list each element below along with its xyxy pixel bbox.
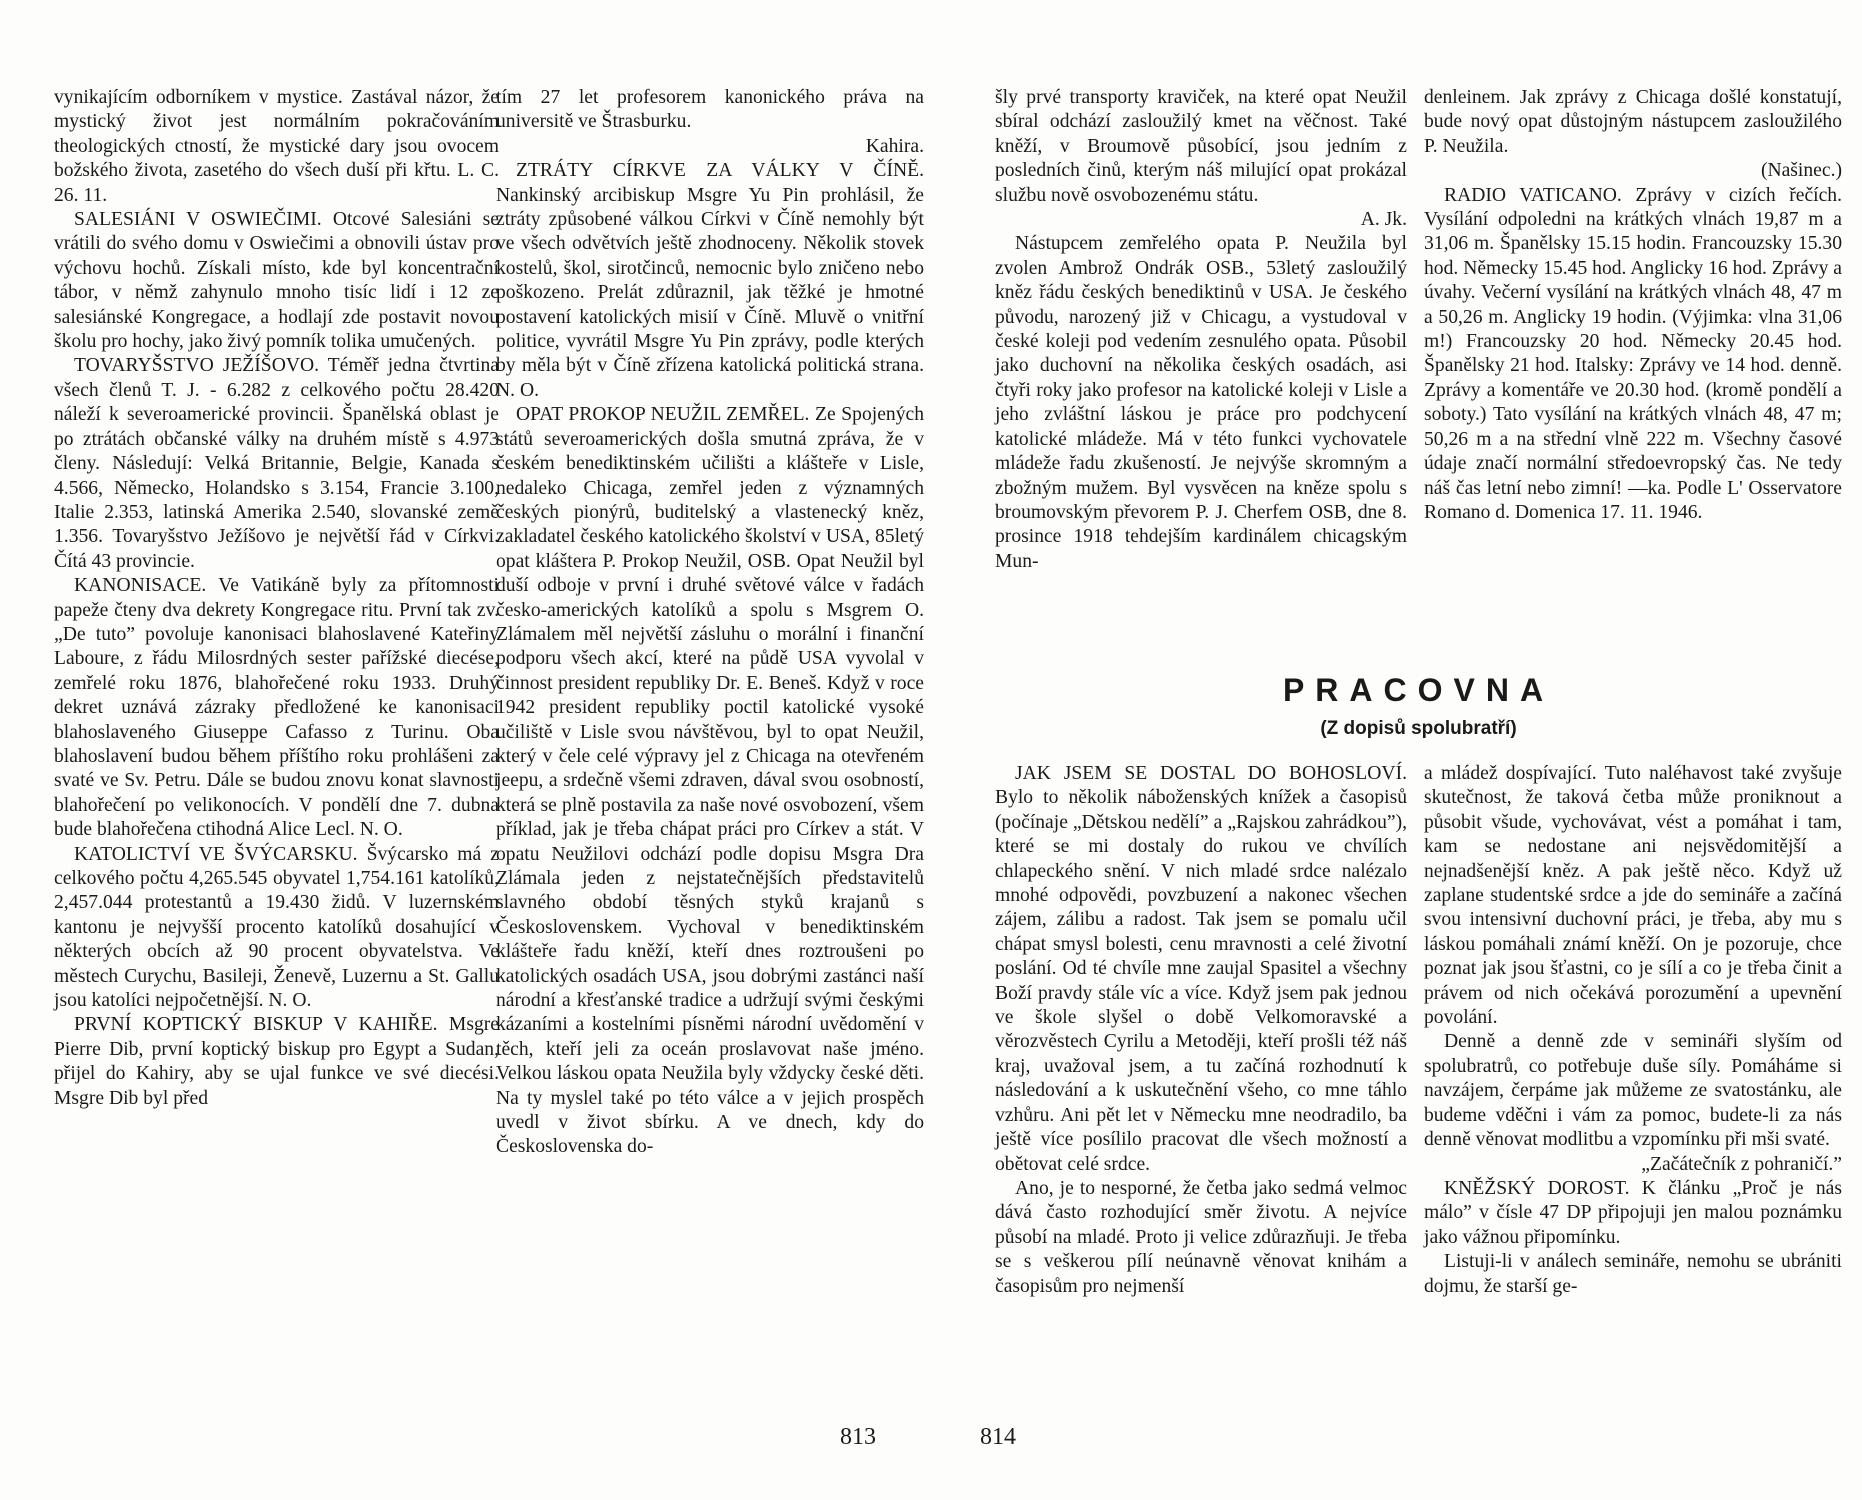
paragraph: PRVNÍ KOPTICKÝ BISKUP V KAHIŘE. Msgre Pierre Dib, první koptický biskup pro Egypt a Sudan, přijel do Kahiry, aby se ujal funkce ve své diecési. Msgre Dib byl před — [54, 1014, 499, 1109]
paragraph: tím 27 let profesorem kanonického práva na universitě ve Štrasburku. — [496, 87, 924, 133]
paragraph: vynikajícím odborníkem v mystice. Zastával názor, že mystický život jest normálním pokračováním theologických ctností, že mystické dary jsou ovocem božského života, zasetého do všech duší při křtu. L. C. 26. 11. — [54, 87, 499, 206]
paragraph: KNĚŽSKÝ DOROST. K článku „Proč je nás málo” v čísle 47 DP připojuji jen malou poznámku jako vážnou připomínku. — [1424, 1177, 1842, 1248]
signature: (Našinec.) — [1760, 160, 1842, 182]
signature: A. Jk. — [1360, 209, 1407, 231]
paragraph: KATOLICTVÍ VE ŠVÝCARSKU. Švýcarsko má z celkového počtu 4,265.545 obyvatel 1,754.161 katolíků, 2,457.044 protestantů a 19.430 židů. V luzernském kantonu je nejvyšší procento katolíků dosahující v některých obcích až 90 procent obyvatelstva. Ve městech Curychu, Basileji, Ženevě, Luzernu a St. Gallu jsou katolíci nejpočetnější. N. O. — [54, 843, 499, 1012]
paragraph: SALESIÁNI V OSWIEČIMI. Otcové Salesiáni se vrátili do svého domu v Oswiečimi a obnovili ústav pro výchovu hochů. Získali místo, kde byl koncentrační tábor, v němž zahynulo mnoho tisíc lidí i 12 ze salesiánské Kongregace, a hodlají zde postavit novou školu pro hochy, jako živý pomník tolika umučených. — [54, 209, 499, 353]
column-4-lower — [1424, 762, 1842, 1299]
column-1 — [54, 86, 499, 1111]
column-3 — [995, 86, 1407, 574]
section-title: PRACOVNA — [1282, 672, 1555, 708]
column-4 — [1424, 86, 1842, 525]
paragraph: denleinem. Jak zprávy z Chicaga došlé konstatují, bude nový opat důstojným nástupcem zasloužilého P. Neužila. — [1424, 87, 1842, 157]
paragraph: RADIO VATICANO. Zprávy v cizích řečích. Vysílání odpoledni na krátkých vlnách 19,87 m a 31,06 m. Španělsky 15.15 hodin. Francouzsky 15.30 hod. Německy 15.45 hod. Anglicky 16 hod. Zprávy a úvahy. Večerní vysílání na krátkých vlnách 48, 47 m a 50,26 m. Anglicky 19 hodin. (Výjimka: vlna 31,06 m!) Francouzsky 20 hod. Německy 20.45 hod. Španělsky 21 hod. Italsky: Zprávy ve 14 hod. denně. Zprávy a komentáře ve 20.30 hod. (kromě pondělí a soboty.) Tato vysílání na krátkých vlnách 48, 47 m; 50,26 m a na střední vlně 222 m. Všechny časové údaje značí normální středoevropský čas. Ne tedy náš čas letní nebo zimní! —ka. Podle L' Osservatore Romano d. Domenica 17. 11. 1946. — [1424, 184, 1842, 523]
paragraph: JAK JSEM SE DOSTAL DO BOHOSLOVÍ. Bylo to několik náboženských knížek a časopisů (počínaje „Dětskou nedělí” a „Rajskou zahrádkou”), které se mi dostaly do rukou ve chvílích chlapeckého snění. V nich mladé srdce nalézalo mnohé odpovědi, povzbuzení a nakonec všechen zájem, zálibu a radost. Tak jsem se pomalu učil chápat smysl bolesti, cenu mravnosti a celé životní poslání. Od té chvíle mne zaujal Spasitel a všechny Boží pravdy stále víc a více. Když jsem pak jednou ve škole slyšel o době Velkomoravské a věrozvěstech Cyrilu a Metoději, kteří prošli též náš kraj, uvažoval jsem, a tu začíná rozhodnutí k následování a k uskutečnění všeho, co mne táhlo vzhůru. Ani pět let v Německu mne neodradilo, ba ještě více posílilo pracovat dle všech možností a obětovat celé srdce. — [995, 763, 1407, 1175]
paragraph: a mládež dospívající. Tuto naléhavost také zvyšuje skutečnost, že taková četba může proniknout a působit všude, vychovávat, vést a pomáhat i tam, kam se nedostane ani nejsvědomitější a nejnadšenější kněz. A pak ještě něco. Když už zaplane studentské srdce a jde do semináře a začíná svou intensivní duchovní práci, je třeba, aby mu s láskou pomáhali známí kněží. On je pozoruje, chce poznat jak jsou šťastni, co je sílí a co je třeba činit a právem od nich očekává porozumění a upevnění povolání. — [1424, 763, 1842, 1029]
column-3-lower — [995, 762, 1407, 1299]
column-2 — [496, 86, 924, 1160]
signature: Kahira. — [865, 135, 924, 157]
page-number-left: 813 — [840, 1424, 876, 1450]
paragraph: Denně a denně zde v semináři slyším od spolubratrů, co potřebuje duše síly. Pomáháme si navzájem, čerpáme jak můžeme ze svatostánku, ale budeme vděčni i vám za pomoc, budete-li za nás denně věnovat modlitbu a vzpomínku při mši svaté. — [1424, 1031, 1842, 1151]
paragraph: Listuji-li v análech semináře, nemohu se ubrániti dojmu, že starší ge- — [1424, 1251, 1842, 1297]
signature: „Začátečník z pohraničí.” — [1641, 1153, 1842, 1175]
section-subtitle: (Z dopisů spolubratří) — [1320, 718, 1517, 739]
paragraph: šly prvé transporty kraviček, na které opat Neužil sbíral odchází zasloužilý kmet na věčnost. Také kněží, v Broumově působící, jsou jedním z posledních činů, kterým náš milující opat prokázal službu nově osvobozenému státu. — [995, 87, 1407, 206]
paragraph: OPAT PROKOP NEUŽIL ZEMŘEL. Ze Spojených států severoamerických došla smutná zpráva, že v českém benediktinském učilišti a klášteře v Lisle, nedaleko Chicaga, zemřel jeden z významných českých pionýrů, buditelský a vlastenecký kněz, zakladatel českého katolického školství v USA, 85letý opat kláštera P. Prokop Neužil, OSB. Opat Neužil byl duší odboje v první i druhé světové válce v řadách česko-amerických katolíků a spolu s Msgrem O. Zlámalem měl největší zásluhu o morální i finanční podporu všech akcí, které na půdě USA vyvolal v činnost president republiky Dr. E. Beneš. Když v roce 1942 president republiky poctil katolické vysoké učiliště v Lisle svou návštěvou, byl to opat Neužil, který v čele celé výpravy jel z Chicaga na otevřeném jeepu, a srdečně všemi zdraven, dával svou osobností, která se plně postavila za naše nové osvobození, všem příklad, jak je třeba chápat práci pro Církev a stát. V opatu Neužilovi odchází podle dopisu Msgra Dra Zlámala jeden z nejstatečnějších představitelů slavného období těsných styků krajanů s Československem. Vychoval v benediktinském klášteře řadu kněží, kteří dnes roztroušeni po katolických osadách USA, jsou dobrými zastánci naší národní a křesťanské tradice a udržují svými českými kázaními a kostelními písněmi národní uvědomění v těch, kteří jeli za oceán proslavovat naše jméno. Velkou láskou opata Neužila byly vždycky české děti. Na ty myslel také po této válce a v jejich prospěch uvedl v život sbírku. A ve dnech, kdy do Československa do- — [496, 404, 924, 1158]
paragraph: KANONISACE. Ve Vatikáně byly za přítomnosti papeže čteny dva dekrety Kongregace ritu. První tak zv. „De tuto” povoluje kanonisaci blahoslavené Kateřiny Laboure, z řádu Milosrdných sester pařížské diecése, zemřelé roku 1876, blahořečené roku 1933. Druhý dekret uznává zázraky předložené ke kanonisaci blahoslaveného Giuseppe Cafasso z Turinu. Oba blahoslavení budou během příštího roku prohlášeni za svaté ve Sv. Petru. Dále se budou znovu konat slavnosti blahořečení po velikonocích. V pondělí dne 7. dubna bude blahořečena ctihodná Alice Lecl. N. O. — [54, 575, 499, 841]
paragraph: Nástupcem zemřelého opata P. Neužila byl zvolen Ambrož Ondrák OSB., 53letý zasloužilý kněz řádu českých benediktinů v USA. Je českého původu, narozený již v Chicagu, a vystudoval v české koleji pod vedením zesnulého opata. Působil jako duchovní na několika českých osadách, asi čtyři roky jako profesor na katolické koleji v Lisle a jeho zvláštní láskou je práce pro podchycení katolické mládeže. Má v této funkci vychovatele mládeže řadu zkušeností. Je nejvýše skromným a zbožným mužem. Byl vysvěcen na kněze spolu s broumovským převorem P. J. Cherfem OSB, dne 8. prosince 1918 tehdejším kardinálem chicagským Mun- — [995, 233, 1407, 572]
page-number-right: 814 — [980, 1424, 1016, 1450]
paragraph: ZTRÁTY CÍRKVE ZA VÁLKY V ČÍNĚ. Nankinský arcibiskup Msgre Yu Pin prohlásil, že ztráty způsobené válkou Církvi v Číně nemohly být ve všech odvětvích ještě zhodnoceny. Několik stovek kostelů, škol, sirotčinců, nemocnic bylo zničeno nebo poškozeno. Prelát zdůraznil, jak těžké je hmotné postavení katolických misií v Číně. Mluvě o vnitřní politice, vyvrátil Msgre Yu Pin zprávy, podle kterých by měla být v Číně zřízena katolická politická strana. N. O. — [496, 160, 924, 401]
paragraph: TOVARYŠSTVO JEŽÍŠOVO. Téměř jedna čtvrtina všech členů T. J. - 6.282 z celkového počtu 28.420 náleží k severoamerické provincii. Španělská oblast je po ztrátách občanské války na druhém místě s 4.973 členy. Následují: Velká Britannie, Belgie, Kanada s 4.566, Německo, Holandsko s 3.154, Francie 3.100, Italie 2.353, latinská Amerika 2.540, slovanské země 1.356. Tovaryšstvo Ježíšovo je největší řád v Církvi. Čítá 43 provincie. — [54, 355, 499, 572]
paragraph: Ano, je to nesporné, že četba jako sedmá velmoc dává často rozhodující směr životu. A nejvíce působí na mladé. Proto ji velice zdůrazňuji. Je třeba se s veškerou pílí neúnavně věnovat knihám a časopisům pro nejmenší — [995, 1177, 1407, 1297]
